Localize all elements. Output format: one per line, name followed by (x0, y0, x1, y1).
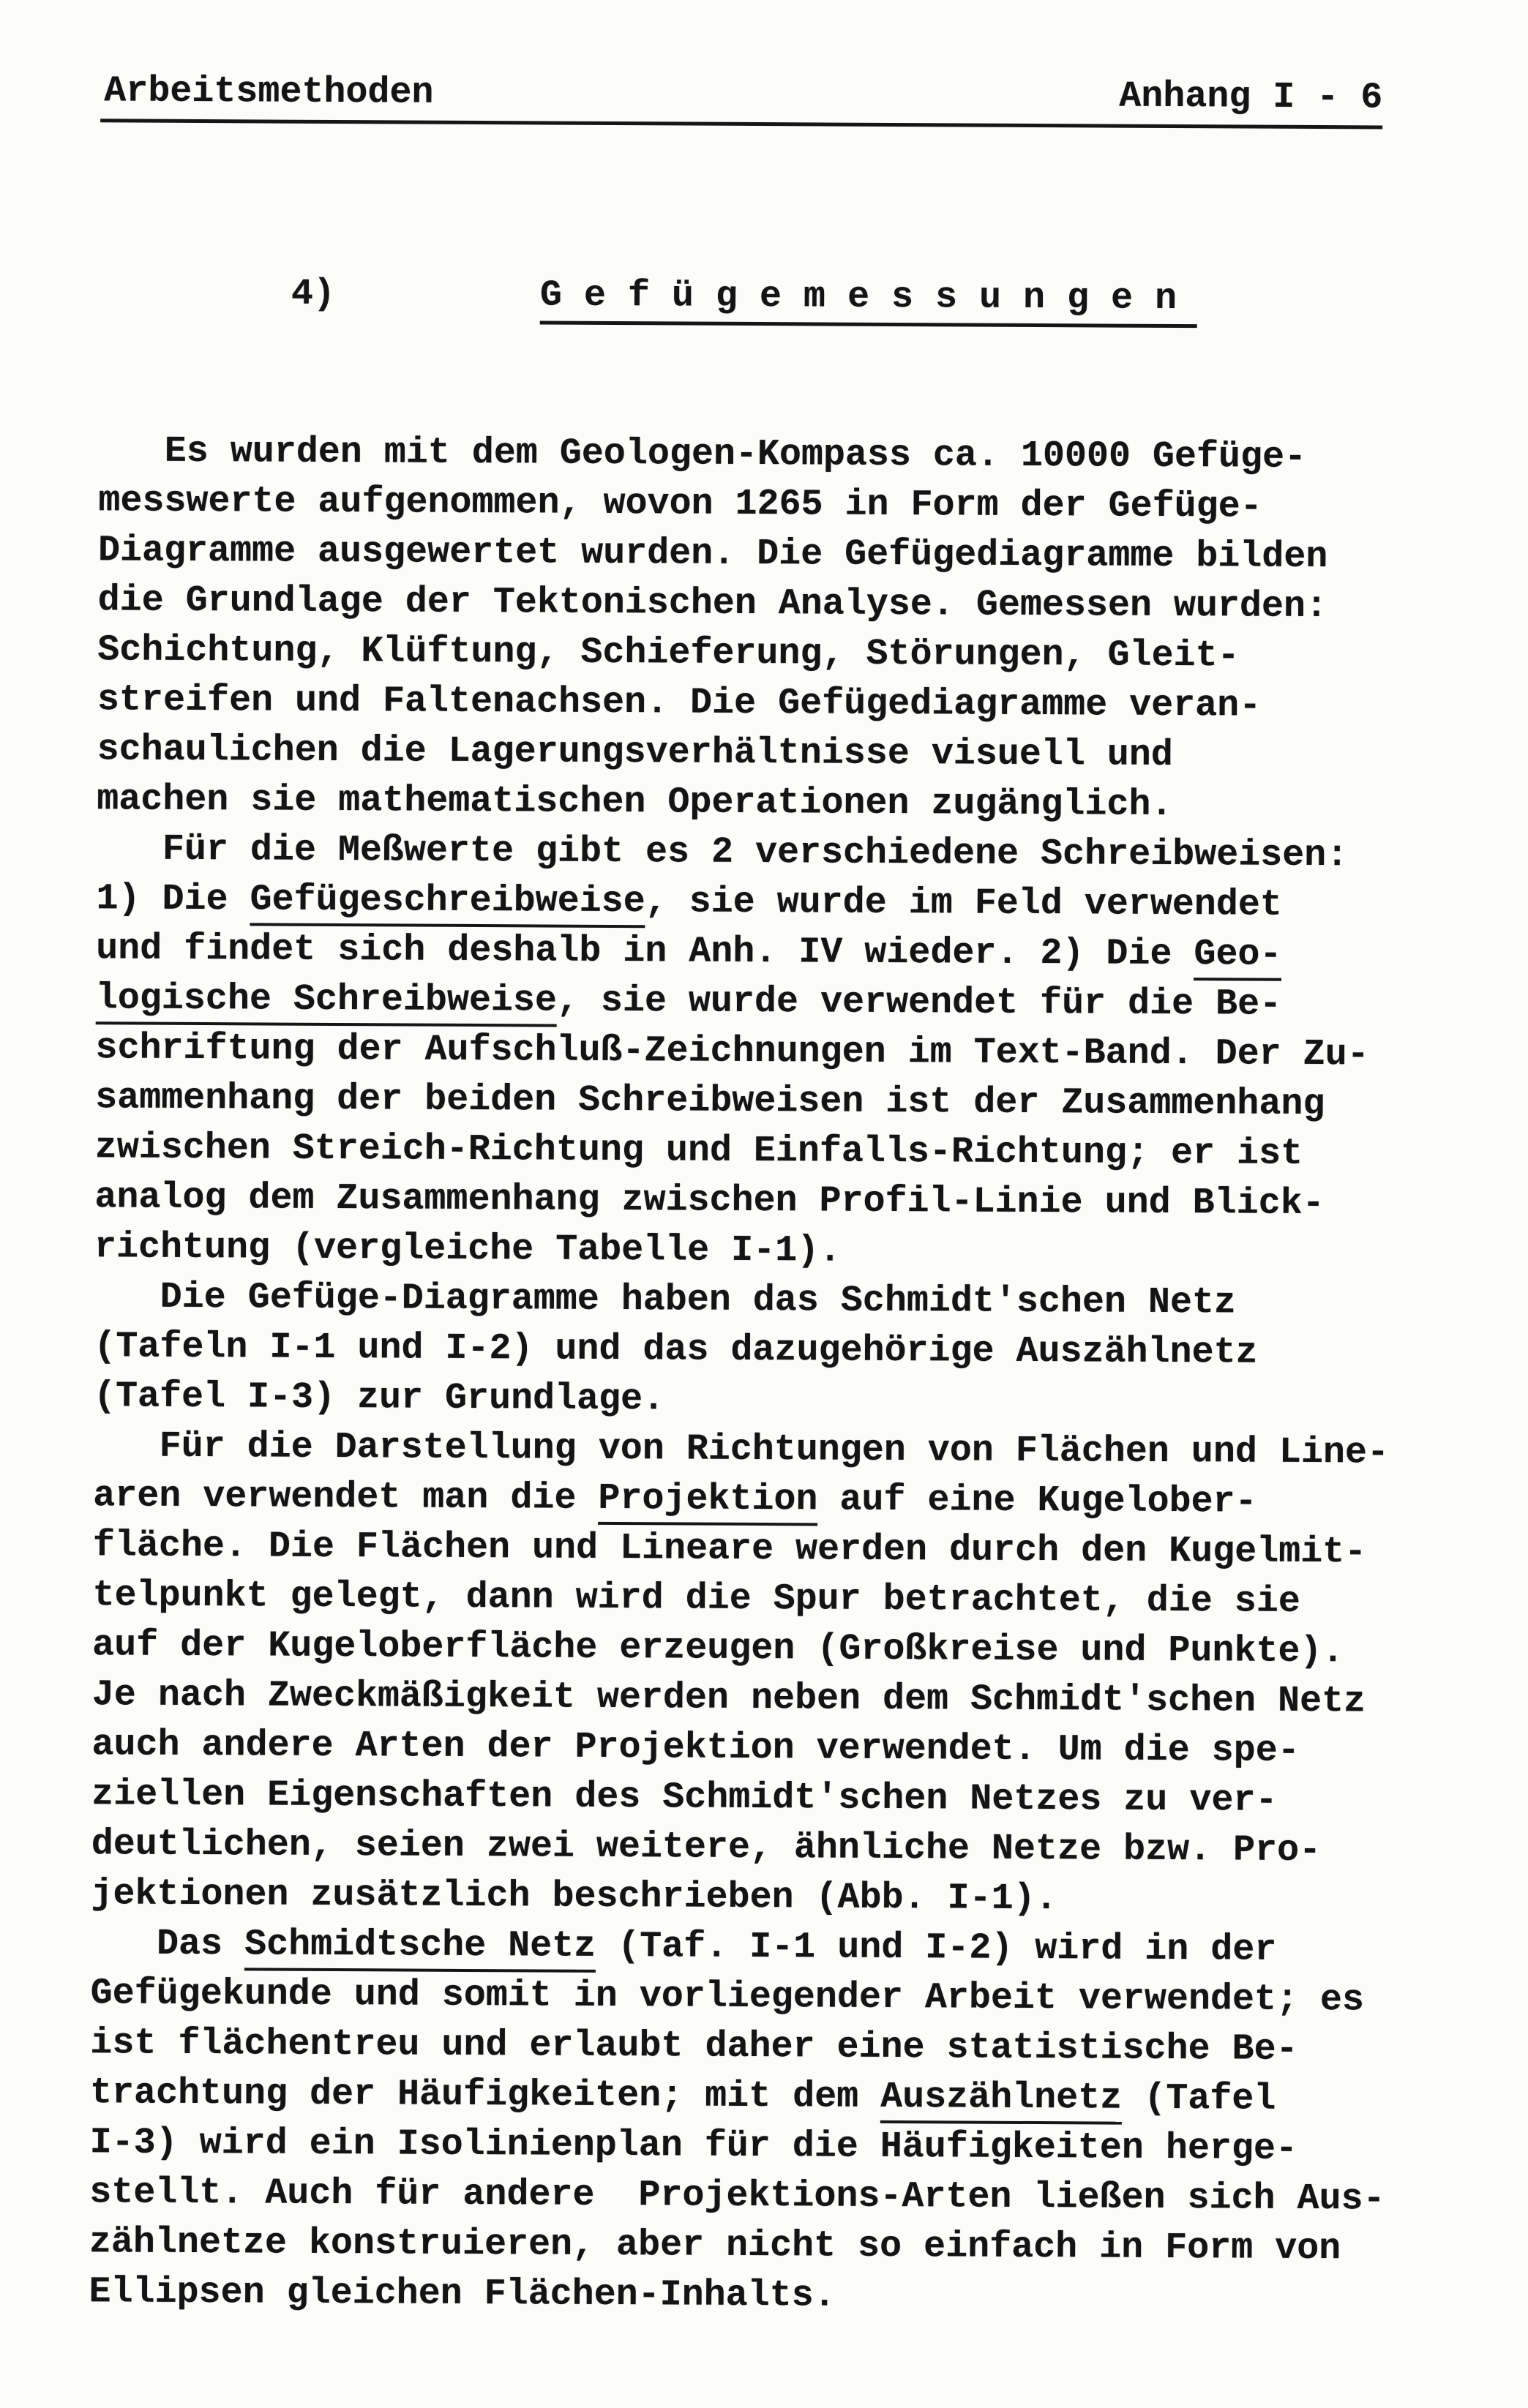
text-line (89, 2118, 1407, 2175)
text-segment: jektionen zusätzlich beschrieben (Abb. I-1). (91, 1873, 1057, 1921)
text-segment: aren verwendet man die (93, 1475, 599, 1520)
text-line (97, 626, 1415, 682)
text-segment: messwerte aufgenommen, wovon 1265 in Form der Gefüge- (98, 480, 1262, 528)
text-segment: Ellipsen gleichen Flächen-Inhalts. (89, 2271, 836, 2317)
text-line (89, 2268, 1406, 2324)
text-segment: zählnetze konstruieren, aber nicht so einfach in Form von (89, 2221, 1341, 2270)
text-segment: analog dem Zusammenhang zwischen Profil-Linie und Blick- (94, 1177, 1325, 1226)
text-segment: ist flächentreu und erlaubt daher eine statistische Be- (90, 2022, 1298, 2071)
text-line (89, 2218, 1407, 2274)
text-line (96, 874, 1413, 931)
text-line (94, 1272, 1412, 1329)
text-line (93, 1521, 1410, 1578)
text-line (93, 1422, 1410, 1478)
text-line (91, 1770, 1409, 1826)
text-line (98, 576, 1415, 632)
text-segment: Für die Darstellung von Richtungen von Flächen und Line- (93, 1425, 1390, 1474)
text-segment: auch andere Arten der Projektion verwendet. Um die spe- (91, 1724, 1300, 1772)
underlined-text: logische Schreibweise (96, 978, 557, 1027)
text-line (95, 1024, 1412, 1080)
text-line (92, 1621, 1409, 1677)
text-segment: deutlichen, seien zwei weitere, ähnliche Netze bzw. Pro- (91, 1823, 1322, 1872)
text-line (91, 1869, 1408, 1926)
text-line (92, 1571, 1409, 1627)
text-line (91, 1969, 1408, 2025)
text-segment: stellt. Auch für andere Projektions-Arten ließen sich Aus- (89, 2172, 1385, 2221)
text-segment: schaulichen die Lagerungsverhältnisse visuell und (97, 729, 1174, 776)
text-line (94, 1173, 1412, 1229)
underlined-text: Gefügeschreibweise (250, 879, 645, 928)
text-segment: Diagramme ausgewertet wurden. Die Gefügediagramme bilden (97, 530, 1328, 579)
page-header (100, 72, 1382, 129)
text-segment: Es wurden mit dem Geologen-Kompass ca. 10000 Gefüge- (98, 430, 1307, 479)
text-line (91, 1720, 1409, 1777)
text-segment: ziellen Eigenschaften des Schmidt'schen Netzes zu ver- (91, 1774, 1278, 1822)
header-page-number: Anhang I - 6 (1119, 75, 1383, 119)
text-line (95, 1073, 1412, 1130)
text-segment: (Tafel I-3) zur Grundlage. (93, 1376, 665, 1421)
text-segment: Schichtung, Klüftung, Schieferung, Störungen, Gleit- (97, 629, 1240, 678)
text-segment: (Taf. I-1 und I-2) wird in der (596, 1925, 1277, 1971)
text-segment: Das (90, 1923, 245, 1966)
text-segment: trachtung der Häufigkeiten; mit dem (89, 2072, 881, 2118)
text-line (99, 427, 1416, 483)
text-segment: (Tafel (1122, 2077, 1276, 2120)
text-segment: (Tafeln I-1 und I-2) und das dazugehörige Auszählnetz (94, 1326, 1258, 1374)
text-line (91, 1820, 1409, 1876)
text-segment: auf der Kugeloberfläche erzeugen (Großkreise und Punkte). (92, 1624, 1344, 1673)
text-segment: richtung (vergleiche Tabelle I-1). (94, 1226, 842, 1272)
text-line (89, 2168, 1407, 2224)
text-line (94, 1322, 1411, 1379)
text-segment: Für die Meßwerte gibt es 2 verschiedene Schreibweisen: (96, 828, 1349, 877)
text-segment: telpunkt gelegt, dann wird die Spur betrachtet, die sie (92, 1575, 1300, 1623)
text-segment: , sie wurde im Feld verwendet (645, 881, 1282, 926)
section-title: G e f ü g e m e s s u n g e n (540, 274, 1198, 328)
text-line (96, 924, 1413, 980)
text-segment: streifen und Faltenachsen. Die Gefügediagramme veran- (97, 679, 1262, 727)
underlined-text: Schmidtsche Netz (244, 1924, 596, 1973)
text-line (97, 775, 1414, 831)
text-segment: Gefügekunde und somit in vorliegender Arbeit verwendet; es (90, 1973, 1365, 2022)
text-segment: sammenhang der beiden Schreibweisen ist der Zusammenhang (94, 1077, 1325, 1126)
text-line (97, 825, 1414, 881)
underlined-text: Geo- (1194, 934, 1281, 981)
text-line (90, 2019, 1407, 2075)
text-segment: 1) Die (96, 878, 250, 921)
underlined-text: Auszählnetz (880, 2077, 1122, 2125)
text-line (97, 725, 1414, 781)
text-segment: auf eine Kugelober- (817, 1479, 1257, 1523)
header-running-title: Arbeitsmethoden (104, 70, 434, 114)
text-segment: die Grundlage der Tektonischen Analyse. Gemessen wurden: (97, 580, 1328, 629)
text-line (98, 476, 1415, 533)
text-segment: schriftung der Aufschluß-Zeichnungen im Text-Band. Der Zu- (95, 1027, 1369, 1076)
text-line (98, 526, 1415, 582)
text-line (94, 1223, 1412, 1279)
text-segment: fläche. Die Flächen und Lineare werden durch den Kugelmit- (92, 1525, 1367, 1574)
text-line (90, 2068, 1407, 2125)
text-line (97, 675, 1415, 732)
text-line (93, 1471, 1410, 1528)
text-segment: Die Gefüge-Diagramme haben das Schmidt'schen Netz (94, 1276, 1237, 1324)
text-segment: machen sie mathematischen Operationen zugänglich. (97, 779, 1173, 826)
text-segment: zwischen Streich-Richtung und Einfalls-Richtung; er ist (94, 1127, 1303, 1175)
text-line (95, 1123, 1412, 1179)
text-segment: und findet sich deshalb in Anh. IV wieder. 2) Die (96, 928, 1194, 976)
text-segment: Je nach Zweckmäßigkeit werden neben dem Schmidt'schen Netz (91, 1674, 1366, 1723)
text-line (92, 1670, 1409, 1727)
text-segment: I-3) wird ein Isolinienplan für die Häufigkeiten herge- (89, 2122, 1298, 2170)
text-line (96, 974, 1413, 1030)
text-line (91, 1919, 1408, 1976)
underlined-text: Projektion (598, 1478, 817, 1526)
text-line (94, 1372, 1411, 1428)
section-heading (99, 232, 1417, 361)
document-body (89, 427, 1416, 2324)
section-number: 4) (291, 273, 336, 315)
text-segment: , sie wurde verwendet für die Be- (556, 980, 1282, 1026)
